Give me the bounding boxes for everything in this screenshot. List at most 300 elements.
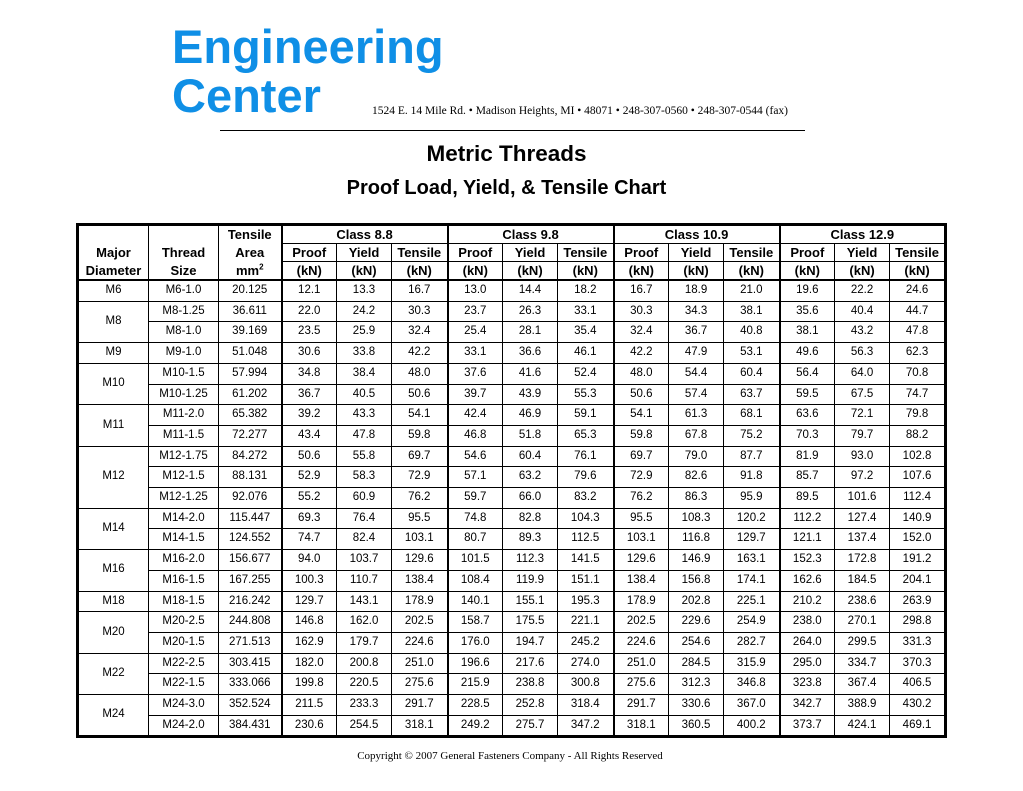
table-row <box>78 301 946 322</box>
cell-yield: 155.1 <box>503 591 558 612</box>
cell-tensile: 406.5 <box>890 674 946 695</box>
table-body <box>78 280 946 737</box>
cell-yield: 38.4 <box>337 363 392 384</box>
header-unit: (kN) <box>282 262 337 281</box>
cell-yield: 43.9 <box>503 384 558 405</box>
cell-thread-size: M20-1.5 <box>149 632 219 653</box>
table-row <box>78 384 946 405</box>
cell-tensile-area: 51.048 <box>219 343 282 364</box>
cell-proof: 74.7 <box>282 529 337 550</box>
cell-yield: 79.7 <box>835 425 890 446</box>
cell-yield: 388.9 <box>835 695 890 716</box>
cell-thread-size: M12-1.25 <box>149 488 219 509</box>
cell-tensile: 251.0 <box>392 653 448 674</box>
cell-tensile: 16.7 <box>392 280 448 301</box>
cell-tensile: 138.4 <box>392 570 448 591</box>
cell-yield: 67.8 <box>669 425 724 446</box>
cell-proof: 42.4 <box>448 405 503 426</box>
cell-yield: 47.9 <box>669 343 724 364</box>
cell-tensile: 318.4 <box>558 695 614 716</box>
cell-proof: 103.1 <box>614 529 669 550</box>
cell-thread-size: M24-2.0 <box>149 715 219 737</box>
cell-proof: 23.7 <box>448 301 503 322</box>
cell-proof: 25.4 <box>448 322 503 343</box>
cell-yield: 43.3 <box>337 405 392 426</box>
cell-major-diameter: M9 <box>78 343 149 364</box>
cell-proof: 230.6 <box>282 715 337 737</box>
cell-yield: 312.3 <box>669 674 724 695</box>
cell-tensile-area: 303.415 <box>219 653 282 674</box>
cell-yield: 108.3 <box>669 508 724 529</box>
cell-proof: 94.0 <box>282 550 337 571</box>
cell-yield: 220.5 <box>337 674 392 695</box>
cell-yield: 233.3 <box>337 695 392 716</box>
copyright-notice: Copyright © 2007 General Fasteners Company - All Rights Reserved <box>357 750 663 762</box>
cell-proof: 16.7 <box>614 280 669 301</box>
cell-tensile: 191.2 <box>890 550 946 571</box>
header-unit: (kN) <box>669 262 724 281</box>
cell-yield: 252.8 <box>503 695 558 716</box>
cell-proof: 182.0 <box>282 653 337 674</box>
cell-tensile-area: 72.277 <box>219 425 282 446</box>
cell-yield: 26.3 <box>503 301 558 322</box>
header-major-line1: Major <box>78 244 149 262</box>
header-class-9-8: Class 9.8 <box>448 225 614 244</box>
cell-tensile: 48.0 <box>392 363 448 384</box>
table-row <box>78 467 946 488</box>
cell-proof: 129.6 <box>614 550 669 571</box>
cell-thread-size: M16-1.5 <box>149 570 219 591</box>
cell-tensile-area: 39.169 <box>219 322 282 343</box>
cell-yield: 202.8 <box>669 591 724 612</box>
cell-proof: 76.2 <box>614 488 669 509</box>
cell-yield: 61.3 <box>669 405 724 426</box>
cell-proof: 59.5 <box>780 384 835 405</box>
cell-thread-size: M12-1.5 <box>149 467 219 488</box>
cell-tensile: 32.4 <box>392 322 448 343</box>
table-row <box>78 322 946 343</box>
cell-tensile-area: 333.066 <box>219 674 282 695</box>
cell-proof: 80.7 <box>448 529 503 550</box>
cell-tensile-area: 244.808 <box>219 612 282 633</box>
cell-proof: 264.0 <box>780 632 835 653</box>
cell-proof: 70.3 <box>780 425 835 446</box>
cell-tensile: 221.1 <box>558 612 614 633</box>
cell-tensile: 151.1 <box>558 570 614 591</box>
cell-proof: 291.7 <box>614 695 669 716</box>
table-row <box>78 632 946 653</box>
cell-proof: 152.3 <box>780 550 835 571</box>
table-row <box>78 508 946 529</box>
cell-proof: 373.7 <box>780 715 835 737</box>
table-row <box>78 405 946 426</box>
page-subtitle: Proof Load, Yield, & Tensile Chart <box>346 177 667 199</box>
cell-proof: 101.5 <box>448 550 503 571</box>
cell-proof: 85.7 <box>780 467 835 488</box>
cell-proof: 69.3 <box>282 508 337 529</box>
table-row <box>78 488 946 509</box>
cell-major-diameter: M12 <box>78 446 149 508</box>
cell-yield: 41.6 <box>503 363 558 384</box>
cell-tensile: 178.9 <box>392 591 448 612</box>
cell-yield: 18.9 <box>669 280 724 301</box>
cell-proof: 34.8 <box>282 363 337 384</box>
cell-proof: 38.1 <box>780 322 835 343</box>
cell-yield: 103.7 <box>337 550 392 571</box>
cell-tensile: 18.2 <box>558 280 614 301</box>
cell-tensile: 40.8 <box>724 322 780 343</box>
cell-tensile: 318.1 <box>392 715 448 737</box>
cell-thread-size: M10-1.25 <box>149 384 219 405</box>
cell-thread-size: M8-1.25 <box>149 301 219 322</box>
cell-yield: 54.4 <box>669 363 724 384</box>
cell-tensile: 225.1 <box>724 591 780 612</box>
cell-yield: 14.4 <box>503 280 558 301</box>
header-blank <box>149 225 219 244</box>
table-row <box>78 591 946 612</box>
cell-tensile: 46.1 <box>558 343 614 364</box>
cell-yield: 127.4 <box>835 508 890 529</box>
cell-tensile: 95.5 <box>392 508 448 529</box>
header-unit: (kN) <box>614 262 669 281</box>
cell-thread-size: M10-1.5 <box>149 363 219 384</box>
cell-proof: 249.2 <box>448 715 503 737</box>
cell-yield: 46.9 <box>503 405 558 426</box>
cell-tensile: 331.3 <box>890 632 946 653</box>
cell-tensile: 83.2 <box>558 488 614 509</box>
cell-tensile: 38.1 <box>724 301 780 322</box>
cell-proof: 121.1 <box>780 529 835 550</box>
cell-proof: 112.2 <box>780 508 835 529</box>
cell-tensile: 112.5 <box>558 529 614 550</box>
cell-tensile: 70.8 <box>890 363 946 384</box>
cell-proof: 100.3 <box>282 570 337 591</box>
cell-tensile: 204.1 <box>890 570 946 591</box>
cell-proof: 318.1 <box>614 715 669 737</box>
cell-proof: 199.8 <box>282 674 337 695</box>
cell-tensile: 21.0 <box>724 280 780 301</box>
cell-yield: 143.1 <box>337 591 392 612</box>
cell-tensile: 59.8 <box>392 425 448 446</box>
cell-proof: 55.2 <box>282 488 337 509</box>
cell-tensile: 95.9 <box>724 488 780 509</box>
cell-tensile: 87.7 <box>724 446 780 467</box>
table-row <box>78 570 946 591</box>
cell-yield: 238.6 <box>835 591 890 612</box>
cell-proof: 30.3 <box>614 301 669 322</box>
cell-proof: 48.0 <box>614 363 669 384</box>
cell-yield: 284.5 <box>669 653 724 674</box>
cell-tensile-area: 216.242 <box>219 591 282 612</box>
cell-tensile: 370.3 <box>890 653 946 674</box>
cell-tensile: 79.8 <box>890 405 946 426</box>
header-proof: Proof <box>780 244 835 262</box>
cell-yield: 330.6 <box>669 695 724 716</box>
cell-yield: 367.4 <box>835 674 890 695</box>
cell-yield: 55.8 <box>337 446 392 467</box>
cell-proof: 251.0 <box>614 653 669 674</box>
cell-yield: 200.8 <box>337 653 392 674</box>
table-header <box>78 225 946 281</box>
cell-yield: 360.5 <box>669 715 724 737</box>
cell-tensile-area: 57.994 <box>219 363 282 384</box>
header-proof: Proof <box>448 244 503 262</box>
cell-yield: 72.1 <box>835 405 890 426</box>
header-tensile: Tensile <box>392 244 448 262</box>
cell-yield: 424.1 <box>835 715 890 737</box>
cell-yield: 217.6 <box>503 653 558 674</box>
cell-yield: 28.1 <box>503 322 558 343</box>
cell-yield: 22.2 <box>835 280 890 301</box>
cell-proof: 54.1 <box>614 405 669 426</box>
table-row <box>78 695 946 716</box>
table-row <box>78 715 946 737</box>
cell-tensile: 102.8 <box>890 446 946 467</box>
header-unit: (kN) <box>780 262 835 281</box>
cell-proof: 224.6 <box>614 632 669 653</box>
cell-major-diameter: M22 <box>78 653 149 694</box>
cell-tensile: 53.1 <box>724 343 780 364</box>
cell-yield: 36.6 <box>503 343 558 364</box>
cell-tensile: 76.2 <box>392 488 448 509</box>
header-tensile: Tensile <box>890 244 946 262</box>
cell-proof: 95.5 <box>614 508 669 529</box>
cell-thread-size: M14-1.5 <box>149 529 219 550</box>
cell-yield: 82.8 <box>503 508 558 529</box>
cell-yield: 43.2 <box>835 322 890 343</box>
cell-yield: 64.0 <box>835 363 890 384</box>
cell-tensile-area: 384.431 <box>219 715 282 737</box>
cell-thread-size: M12-1.75 <box>149 446 219 467</box>
cell-tensile: 274.0 <box>558 653 614 674</box>
header-class-12-9: Class 12.9 <box>780 225 946 244</box>
cell-yield: 229.6 <box>669 612 724 633</box>
cell-tensile: 254.9 <box>724 612 780 633</box>
header-unit: (kN) <box>503 262 558 281</box>
cell-tensile: 50.6 <box>392 384 448 405</box>
cell-tensile-area: 167.255 <box>219 570 282 591</box>
cell-tensile-area: 36.611 <box>219 301 282 322</box>
cell-tensile: 88.2 <box>890 425 946 446</box>
cell-proof: 59.8 <box>614 425 669 446</box>
cell-proof: 228.5 <box>448 695 503 716</box>
cell-proof: 19.6 <box>780 280 835 301</box>
header-unit: (kN) <box>724 262 780 281</box>
cell-thread-size: M6-1.0 <box>149 280 219 301</box>
cell-proof: 81.9 <box>780 446 835 467</box>
cell-proof: 46.8 <box>448 425 503 446</box>
cell-yield: 112.3 <box>503 550 558 571</box>
cell-yield: 116.8 <box>669 529 724 550</box>
cell-proof: 215.9 <box>448 674 503 695</box>
cell-tensile: 275.6 <box>392 674 448 695</box>
cell-tensile: 33.1 <box>558 301 614 322</box>
table-row <box>78 446 946 467</box>
header-proof: Proof <box>282 244 337 262</box>
cell-proof: 39.2 <box>282 405 337 426</box>
cell-yield: 63.2 <box>503 467 558 488</box>
cell-major-diameter: M14 <box>78 508 149 549</box>
header-unit: (kN) <box>558 262 614 281</box>
cell-tensile: 282.7 <box>724 632 780 653</box>
table-row <box>78 653 946 674</box>
cell-tensile: 30.3 <box>392 301 448 322</box>
header-unit: (kN) <box>835 262 890 281</box>
cell-yield: 56.3 <box>835 343 890 364</box>
cell-proof: 108.4 <box>448 570 503 591</box>
header-yield: Yield <box>835 244 890 262</box>
cell-yield: 194.7 <box>503 632 558 653</box>
cell-yield: 51.8 <box>503 425 558 446</box>
cell-yield: 82.4 <box>337 529 392 550</box>
cell-proof: 30.6 <box>282 343 337 364</box>
cell-tensile: 62.3 <box>890 343 946 364</box>
cell-proof: 162.9 <box>282 632 337 653</box>
cell-tensile: 152.0 <box>890 529 946 550</box>
cell-yield: 175.5 <box>503 612 558 633</box>
cell-proof: 56.4 <box>780 363 835 384</box>
cell-yield: 36.7 <box>669 322 724 343</box>
table-row <box>78 343 946 364</box>
cell-tensile: 55.3 <box>558 384 614 405</box>
cell-major-diameter: M10 <box>78 363 149 404</box>
header-unit: (kN) <box>448 262 503 281</box>
cell-proof: 43.4 <box>282 425 337 446</box>
cell-tensile: 74.7 <box>890 384 946 405</box>
cell-yield: 24.2 <box>337 301 392 322</box>
cell-proof: 50.6 <box>614 384 669 405</box>
cell-proof: 23.5 <box>282 322 337 343</box>
cell-major-diameter: M16 <box>78 550 149 591</box>
cell-tensile: 202.5 <box>392 612 448 633</box>
cell-tensile: 140.9 <box>890 508 946 529</box>
cell-proof: 323.8 <box>780 674 835 695</box>
cell-proof: 12.1 <box>282 280 337 301</box>
cell-proof: 32.4 <box>614 322 669 343</box>
header-unit: (kN) <box>337 262 392 281</box>
cell-tensile: 298.8 <box>890 612 946 633</box>
cell-thread-size: M20-2.5 <box>149 612 219 633</box>
header-tensile: Tensile <box>724 244 780 262</box>
tensile-unit-text: mm <box>235 262 260 278</box>
header-yield: Yield <box>669 244 724 262</box>
cell-proof: 13.0 <box>448 280 503 301</box>
cell-proof: 36.7 <box>282 384 337 405</box>
cell-proof: 176.0 <box>448 632 503 653</box>
cell-thread-size: M14-2.0 <box>149 508 219 529</box>
header-proof: Proof <box>614 244 669 262</box>
cell-proof: 42.2 <box>614 343 669 364</box>
cell-tensile: 315.9 <box>724 653 780 674</box>
cell-yield: 238.8 <box>503 674 558 695</box>
cell-yield: 60.4 <box>503 446 558 467</box>
cell-yield: 254.5 <box>337 715 392 737</box>
cell-tensile-area: 92.076 <box>219 488 282 509</box>
cell-yield: 58.3 <box>337 467 392 488</box>
cell-tensile-area: 124.552 <box>219 529 282 550</box>
cell-thread-size: M11-1.5 <box>149 425 219 446</box>
cell-yield: 93.0 <box>835 446 890 467</box>
table-row <box>78 674 946 695</box>
header-unit: (kN) <box>392 262 448 281</box>
cell-tensile: 42.2 <box>392 343 448 364</box>
header-tensile-unit <box>219 262 282 281</box>
cell-major-diameter: M18 <box>78 591 149 612</box>
table-row <box>78 529 946 550</box>
cell-yield: 146.9 <box>669 550 724 571</box>
cell-proof: 52.9 <box>282 467 337 488</box>
table-row <box>78 363 946 384</box>
header-unit: (kN) <box>890 262 946 281</box>
cell-yield: 40.4 <box>835 301 890 322</box>
cell-tensile: 107.6 <box>890 467 946 488</box>
cell-tensile-area: 352.524 <box>219 695 282 716</box>
cell-proof: 140.1 <box>448 591 503 612</box>
brand-line-2: Center <box>172 69 321 122</box>
cell-proof: 22.0 <box>282 301 337 322</box>
cell-proof: 37.6 <box>448 363 503 384</box>
header-divider <box>220 130 805 131</box>
cell-tensile: 60.4 <box>724 363 780 384</box>
cell-tensile-area: 88.131 <box>219 467 282 488</box>
cell-thread-size: M22-1.5 <box>149 674 219 695</box>
cell-yield: 334.7 <box>835 653 890 674</box>
cell-yield: 57.4 <box>669 384 724 405</box>
cell-tensile: 141.5 <box>558 550 614 571</box>
cell-yield: 172.8 <box>835 550 890 571</box>
header-class-10-9: Class 10.9 <box>614 225 780 244</box>
cell-proof: 69.7 <box>614 446 669 467</box>
cell-yield: 82.6 <box>669 467 724 488</box>
cell-tensile: 52.4 <box>558 363 614 384</box>
cell-yield: 86.3 <box>669 488 724 509</box>
cell-thread-size: M16-2.0 <box>149 550 219 571</box>
cell-tensile-area: 271.513 <box>219 632 282 653</box>
cell-tensile: 44.7 <box>890 301 946 322</box>
cell-tensile: 174.1 <box>724 570 780 591</box>
cell-tensile: 367.0 <box>724 695 780 716</box>
cell-tensile-area: 20.125 <box>219 280 282 301</box>
cell-proof: 63.6 <box>780 405 835 426</box>
cell-yield: 79.0 <box>669 446 724 467</box>
cell-tensile: 163.1 <box>724 550 780 571</box>
cell-tensile: 347.2 <box>558 715 614 737</box>
cell-tensile: 129.7 <box>724 529 780 550</box>
cell-proof: 275.6 <box>614 674 669 695</box>
header-tensile: Tensile <box>558 244 614 262</box>
cell-thread-size: M18-1.5 <box>149 591 219 612</box>
cell-tensile: 195.3 <box>558 591 614 612</box>
table-row <box>78 550 946 571</box>
cell-major-diameter: M20 <box>78 612 149 653</box>
cell-yield: 270.1 <box>835 612 890 633</box>
header-major-line2: Diameter <box>78 262 149 281</box>
cell-yield: 13.3 <box>337 280 392 301</box>
header-thread-line1: Thread <box>149 244 219 262</box>
cell-yield: 162.0 <box>337 612 392 633</box>
cell-major-diameter: M11 <box>78 405 149 446</box>
cell-yield: 67.5 <box>835 384 890 405</box>
cell-yield: 66.0 <box>503 488 558 509</box>
cell-tensile: 224.6 <box>392 632 448 653</box>
cell-proof: 50.6 <box>282 446 337 467</box>
cell-yield: 60.9 <box>337 488 392 509</box>
cell-yield: 25.9 <box>337 322 392 343</box>
cell-yield: 299.5 <box>835 632 890 653</box>
cell-proof: 211.5 <box>282 695 337 716</box>
cell-proof: 138.4 <box>614 570 669 591</box>
header-yield: Yield <box>337 244 392 262</box>
